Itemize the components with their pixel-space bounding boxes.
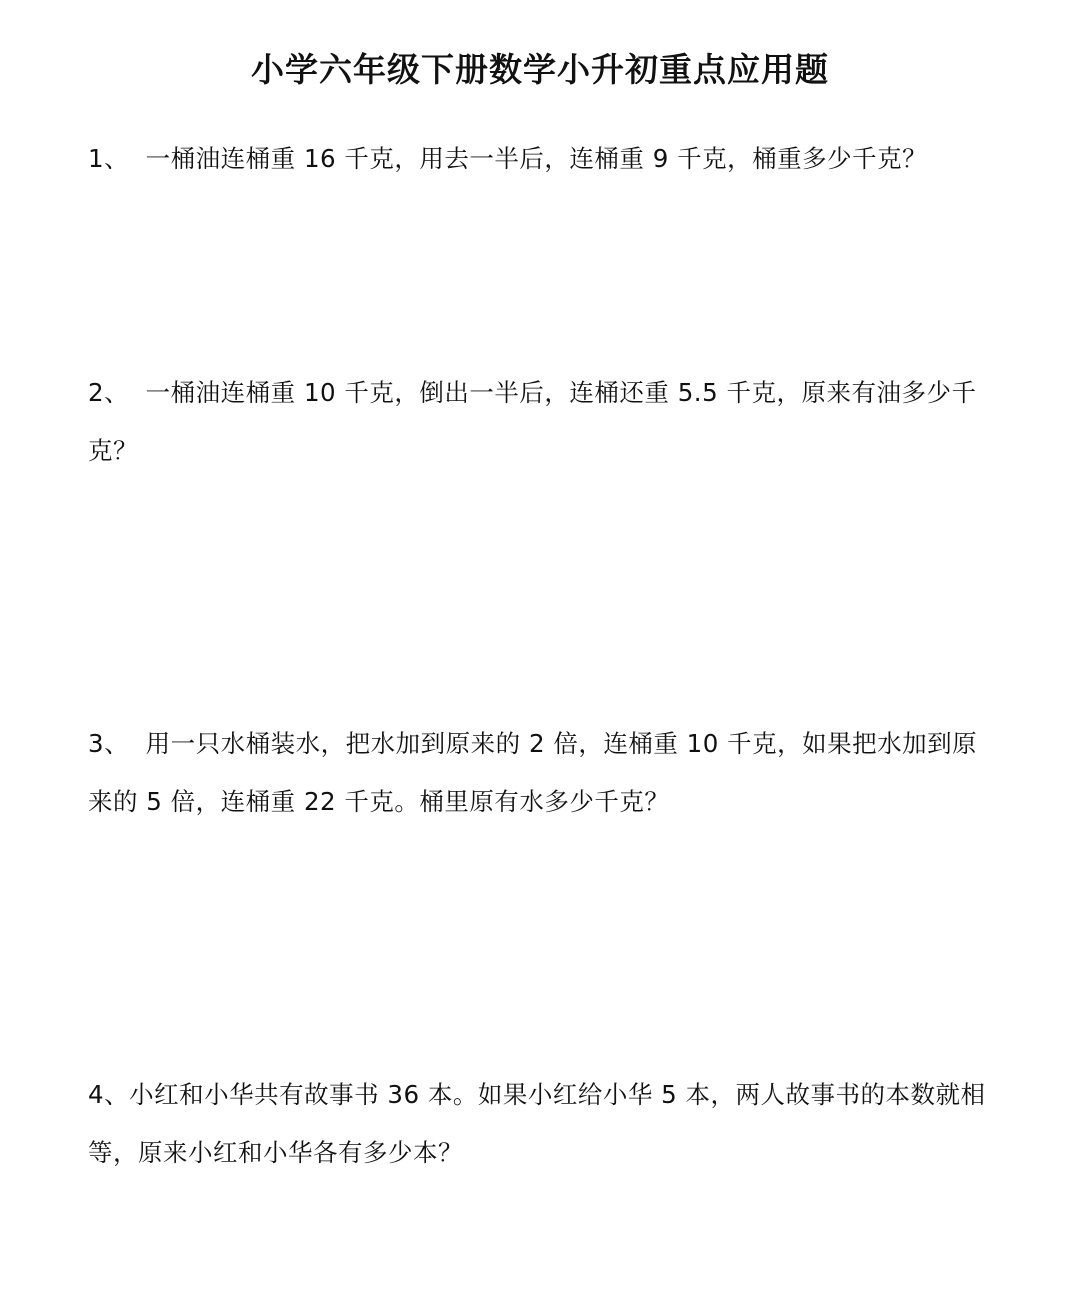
question-text: 用一只水桶装水，把水加到原来的 2 倍，连桶重 10 千克，如果把水加到原来的 5 倍，连桶重 22 千克。桶里原有水多少千克？ <box>88 729 978 816</box>
question-2 <box>88 364 993 480</box>
question-number: 4、 <box>88 1080 130 1109</box>
question-text: 一桶油连桶重 16 千克，用去一半后，连桶重 9 千克，桶重多少千克？ <box>145 144 928 173</box>
question-number: 3、 <box>88 729 146 758</box>
question-text: 小红和小华共有故事书 36 本。如果小红给小华 5 本，两人故事书的本数就相等，原来小红和小华各有多少本？ <box>88 1080 986 1167</box>
question-number: 1、 <box>88 144 146 173</box>
page-title: 小学六年级下册数学小升初重点应用题 <box>251 50 829 89</box>
question-number: 2、 <box>88 378 146 407</box>
question-1 <box>88 130 993 188</box>
question-4 <box>88 1066 993 1182</box>
question-3 <box>88 715 993 831</box>
question-text: 一桶油连桶重 10 千克，倒出一半后，连桶还重 5.5 千克，原来有油多少千克？ <box>88 378 977 465</box>
